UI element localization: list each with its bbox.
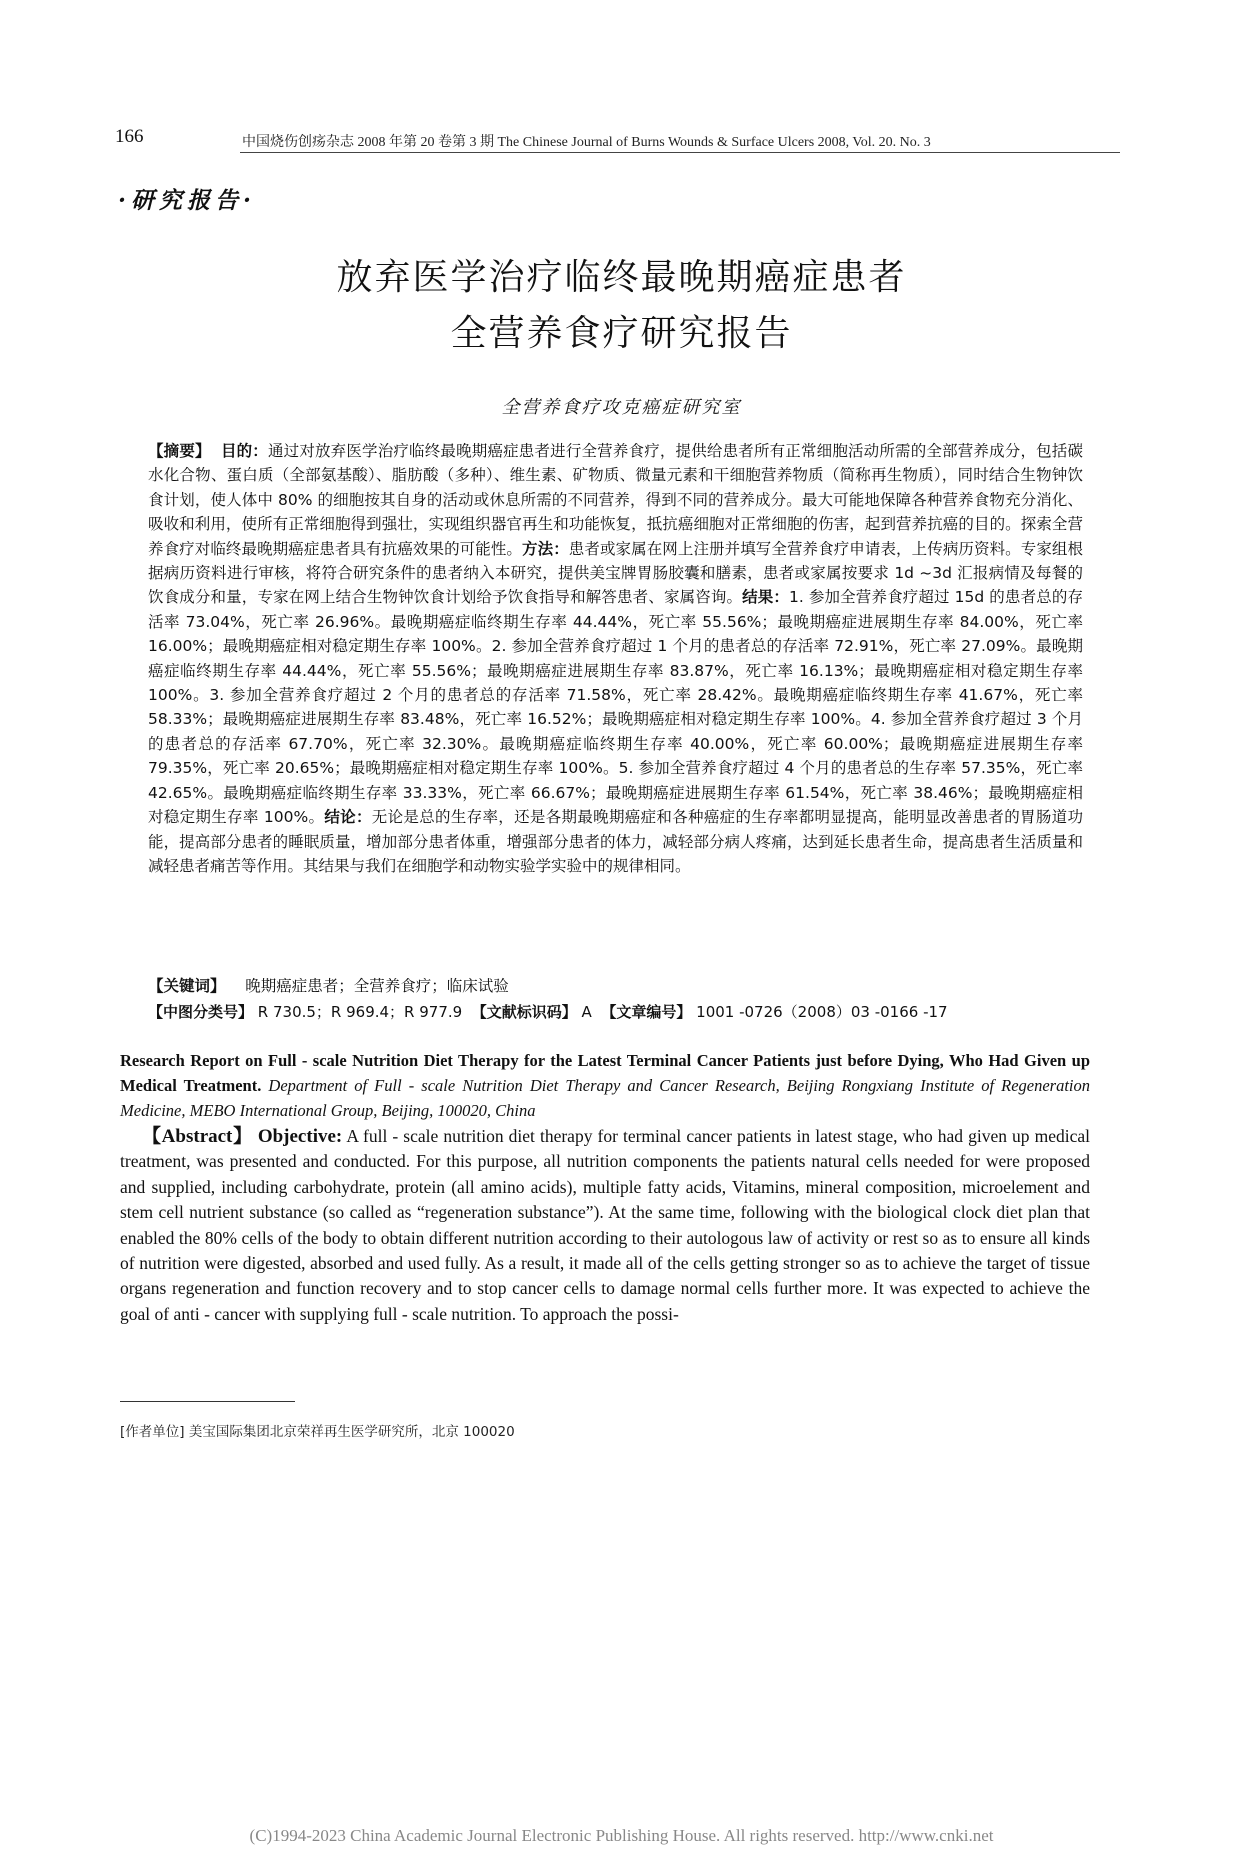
purpose-label: 目的： xyxy=(220,442,268,460)
copyright-watermark: (C)1994-2023 China Academic Journal Electronic Publishing House. All rights reserved. http://www.cnki.net xyxy=(249,1826,994,1845)
english-abstract-text: A full - scale nutrition diet therapy for terminal cancer patients in latest stage, who had given up medical treatment, was presented and conducted. For this purpose, all nutrition components the patients natural cells needed for were proposed and supplied, including carbohydrate, protein (all amino acids), multiple fatty acids, Vitamins, mineral composition, microelement and stem cell nutrient substance (so called as “regeneration substance”). At the same time, following with the biological clock diet plan that enabled the 80% cells of the body to obtain different nutrition according to their autologous law of activity or rest so as to ensure all kinds of nutrition were digested, absorbed and used fully. As a result, it made all of the cells getting stronger so as to achieve the target of tissue organs regeneration and function recovery and to stop cancer cells to damage normal cells further more. It was expected to achieve the goal of anti - cancer with supplying full - scale nutrition. To approach the possi- xyxy=(120,1126,1090,1324)
purpose-text: 通过对放弃医学治疗临终最晚期癌症患者进行全营养食疗，提供给患者所有正常细胞活动所需的全部营养成分，包括碳水化合物、蛋白质（全部氨基酸）、脂肪酸（多种）、维生素、矿物质、微量元素和干细胞营养物质（简称再生物质），同时结合生物钟饮食计划，使人体中 80% 的细胞按其自身的活动或休息所需的不同营养，得到不同的营养成分。最大可能地保障各种营养食物充分消化、吸收和利用，使所有正常细胞得到强壮，实现组织器官再生和功能恢复，抵抗癌细胞对正常细胞的伤害，起到营养抗癌的目的。探索全营养食疗对临终最晚期癌症患者具有抗癌效果的可能性。 xyxy=(148,442,1083,558)
footnote-text: 美宝国际集团北京荣祥再生医学研究所，北京 100020 xyxy=(188,1424,515,1440)
conclusion-text: 无论是总的生存率，还是各期最晚期癌症和各种癌症的生存率都明显提高，能明显改善患者的胃肠道功能，提高部分患者的睡眠质量，增加部分患者体重，增强部分患者的体力，减轻部分病人疼痛，达到延长患者生命，提高患者生活质量和减轻患者痛苦等作用。其结果与我们在细胞学和动物实验学实验中的规律相同。 xyxy=(148,808,1083,875)
result-label: 结果： xyxy=(742,588,790,607)
title-line-2: 全营养食疗研究报告 xyxy=(450,313,793,354)
author-footnote xyxy=(120,1420,515,1440)
doc-code-label: 【文献标识码】 xyxy=(471,1003,577,1021)
clc-text: R 730.5；R 969.4；R 977.9 xyxy=(257,1003,463,1021)
chinese-abstract xyxy=(148,439,1083,878)
article-number-label: 【文章编号】 xyxy=(601,1003,692,1021)
objective-label: Objective: xyxy=(257,1126,343,1147)
footnote-label: [作者单位] xyxy=(120,1424,185,1440)
article-number-text: 1001 -0726（2008）03 -0166 -17 xyxy=(696,1003,948,1021)
method-label: 方法： xyxy=(522,539,569,558)
author-organization: 全营养食疗攻克癌症研究室 xyxy=(501,397,742,418)
classification-line xyxy=(148,1001,1083,1022)
footnote-rule xyxy=(120,1401,295,1402)
chinese-keywords xyxy=(148,974,1083,996)
title-line-1: 放弃医学治疗临终最晚期癌症患者 xyxy=(336,257,907,298)
method-text: 患者或家属在网上注册并填写全营养食疗申请表，上传病历资料。专家组根据病历资料进行审核，将符合研究条件的患者纳入本研究，提供美宝牌胃肠胶囊和膳素，患者或家属按要求 1d ~3d 汇报病情及每餐的饮食成分和量，专家在网上结合生物钟饮食计划给予饮食指导和解答患者、家属咨询。 xyxy=(148,539,1083,607)
article-title xyxy=(0,250,1243,362)
english-abstract xyxy=(120,1124,1090,1327)
running-header: 中国烧伤创疡杂志 2008 年第 20 卷第 3 期 The Chinese Journal of Burns Wounds & Surface Ulcers 2008, Vol. 20. No. 3 xyxy=(242,135,931,150)
abstract-label: 【摘要】 xyxy=(148,442,211,460)
doc-code-text: A xyxy=(581,1003,592,1021)
english-abstract-label: 【Abstract】 xyxy=(142,1126,253,1147)
clc-label: 【中图分类号】 xyxy=(148,1003,254,1021)
english-affiliation: Department of Full - scale Nutrition Diet Therapy and Cancer Research, Beijing Rongxiang Institute of Regeneration Medicine, MEBO International Group, Beijing, 100020, China xyxy=(120,1076,1091,1120)
result-text: 1. 参加全营养食疗超过 15d 的患者总的存活率 73.04%，死亡率 26.96%。最晚期癌症临终期生存率 44.44%，死亡率 55.56%；最晚期癌症进展期生存率 84.00%，死亡率 16.00%；最晚期癌症相对稳定期生存率 100%。2. 参加全营养食疗超过 1 个月的患者总的存活率 72.91%，死亡率 27.09%。最晚期癌症临终期生存率 44.44%，死亡率 55.56%；最晚期癌症进展期生存率 83.87%，死亡率 16.13%；最晚期癌症相对稳定期生存率 100%。3. 参加全营养食疗超过 2 个月的患者总的存活率 71.58%，死亡率 28.42%。最晚期癌症临终期生存率 41.67%，死亡率 58.33%；最晚期癌症进展期生存率 83.48%，死亡率 16.52%；最晚期癌症相对稳定期生存率 100%。4. 参加全营养食疗超过 3 个月的患者总的存活率 67.70%，死亡率 32.30%。最晚期癌症临终期生存率 40.00%，死亡率 60.00%；最晚期癌症进展期生存率 79.35%，死亡率 20.65%；最晚期癌症相对稳定期生存率 100%。5. 参加全营养食疗超过 4 个月的患者总的生存率 57.35%，死亡率 42.65%。最晚期癌症临终期生存率 33.33%，死亡率 66.67%；最晚期癌症进展期生存率 61.54%，死亡率 38.46%；最晚期癌症相对稳定期生存率 100%。 xyxy=(148,588,1083,827)
header-rule xyxy=(240,152,1120,153)
conclusion-label: 结论： xyxy=(324,808,372,827)
page-number: 166 xyxy=(115,126,144,147)
english-title: Research Report on Full - scale Nutrition Diet Therapy for the Latest Terminal Cancer Patients just before Dying, Who Had Given up Medical Treatment. xyxy=(120,1051,1090,1095)
english-title-block xyxy=(120,1048,1090,1123)
keywords-text: 晚期癌症患者；全营养食疗；临床试验 xyxy=(245,977,509,995)
keywords-label: 【关键词】 xyxy=(148,977,226,995)
section-label: ·研究报告· xyxy=(118,187,257,214)
